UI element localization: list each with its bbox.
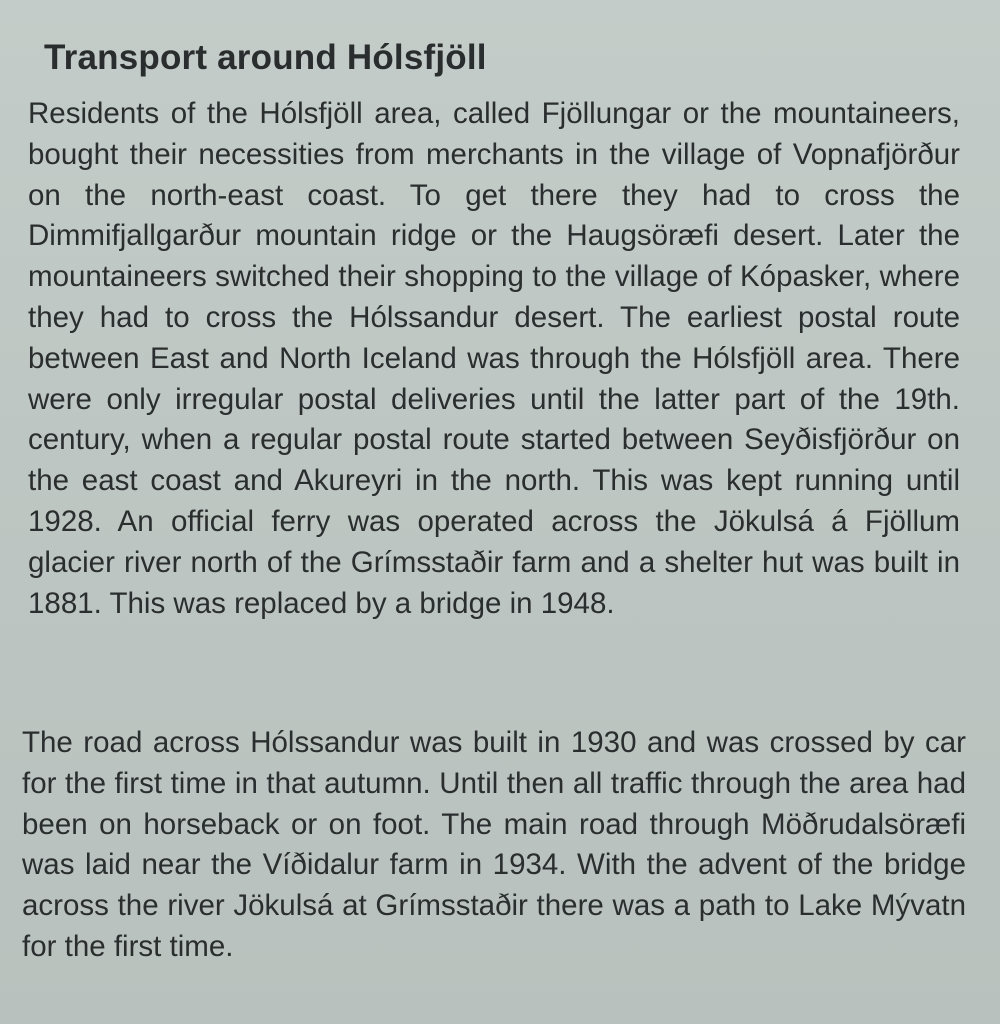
paragraph-postal-history: Residents of the Hólsfjöll area, called Fjöllungar or the mountaineers, bought their necessities from merchants in the village of Vopnafjörður on the north-east coast. To get there they had to cross the Dimmifjallgarður mountain ridge or the Haugsöræfi desert. Later the mountaineers switched their shopping to the village of Kópasker, where they had to cross the Hólssandur desert. The earliest postal route between East and North Iceland was through the Hólsfjöll area. There were only irregular postal deliveries until the latter part of the 19th. century, when a regular postal route started between Seyðisfjörður on the east coast and Akureyri in the north. This was kept running until 1928. An official ferry was operated across the Jökulsá á Fjöllum glacier river north of the Grímsstaðir farm and a shelter hut was built in 1881. This was replaced by a bridge in 1948. <box>28 97 960 620</box>
sign-title: Transport around Hólsfjöll <box>44 38 487 77</box>
paragraph-road-history: The road across Hólssandur was built in 1930 and was crossed by car for the first time in that autumn. Until then all traffic through the area had been on horseback or on foot. The main road through Möðrudalsöræfi was laid near the Víðidalur farm in 1934. With the advent of the bridge across the river Jökulsá at Grímsstaðir there was a path to Lake Mývatn for the first time. <box>22 726 966 963</box>
